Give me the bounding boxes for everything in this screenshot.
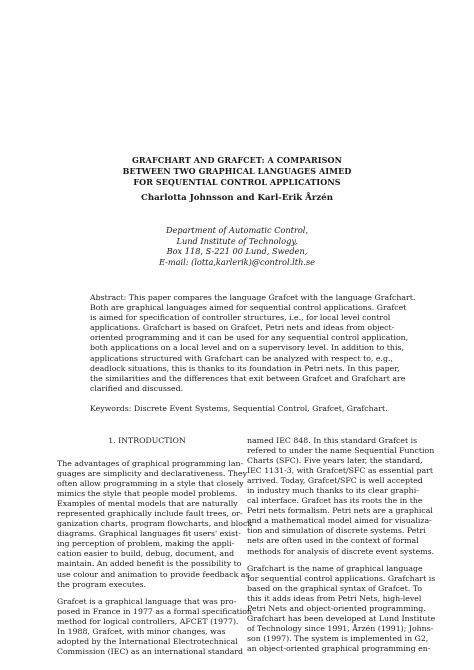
- body-line: Grafcet is a graphical language that was pro-: [57, 596, 237, 606]
- body-line: cal interface. Grafcet has its roots the in the: [247, 496, 423, 506]
- body-line: the program executes.: [57, 579, 147, 589]
- body-line: Petri Nets and object-oriented programming.: [247, 603, 426, 613]
- body-line: adopted by the International Electrotechnical: [57, 636, 238, 646]
- body-line: ing perception of problem, making the appli-: [57, 539, 235, 549]
- affiliation-line: Department of Automatic Control,: [165, 225, 309, 235]
- body-line: often allow programming in a style that closely: [57, 479, 244, 489]
- body-line: mimics the style that people model problems.: [57, 489, 238, 499]
- body-line: and a mathematical model aimed for visualiza-: [247, 516, 432, 526]
- abstract-line: Both are graphical languages aimed for sequential control applications. Grafcet: [90, 303, 407, 313]
- body-line: guages are simplicity and declarativeness. They: [57, 469, 248, 479]
- title-line: GRAFCHART AND GRAFCET: A COMPARISON: [132, 155, 342, 165]
- body-line: son (1997). The system is implemented in G2,: [247, 633, 429, 643]
- body-line: in industry much thanks to its clear graphi-: [247, 486, 419, 496]
- keywords: Keywords: Discrete Event Systems, Sequential Control, Grafcet, Grafchart.: [90, 404, 388, 413]
- body-line: represented graphically include fault trees, or-: [57, 509, 243, 519]
- abstract-line: clarified and discussed.: [90, 383, 184, 393]
- body-line: refered to under the name Sequential Function: [247, 446, 435, 456]
- body-line: Grafchart is the name of graphical language: [247, 563, 423, 573]
- body-line: ganization charts, program flowcharts, and block: [57, 519, 253, 529]
- body-line: posed in France in 1977 as a formal specification: [57, 606, 252, 616]
- body-line: of Technology since 1991, Årzén (1991); Johns-: [247, 623, 434, 633]
- body-line: In 1988, Grafcet, with minor changes, was: [57, 626, 226, 636]
- paragraph-gap: [247, 557, 427, 564]
- body-line: method for logical controllers, AFCET (1977).: [57, 616, 239, 626]
- body-line: named IEC 848. In this standard Grafcet is: [247, 436, 418, 445]
- paragraph-gap: [57, 590, 237, 597]
- body-line: maintain. An added benefit is the possibility to: [57, 559, 242, 569]
- left-column: [57, 459, 253, 657]
- abstract-line: applications structured with Grafchart can be analyzed with respect to, e.g.,: [90, 353, 393, 363]
- section-heading-introduction: 1. INTRODUCTION: [108, 436, 186, 445]
- body-line: Grafchart has been developed at Lund Institute: [247, 613, 436, 623]
- body-line: Commission (IEC) as an international standard: [57, 646, 243, 656]
- affiliation-email: E-mail: (lotta,karlerik)@control.lth.se: [158, 256, 315, 267]
- author-affiliation: [0, 225, 474, 267]
- body-line: based on the graphical syntax of Grafcet. To: [247, 583, 423, 593]
- body-line: Examples of mental models that are naturally: [57, 499, 238, 509]
- abstract-line: the similarities and the differences that exit between Grafcet and Grafchart are: [90, 373, 406, 383]
- title-line: FOR SEQUENTIAL CONTROL APPLICATIONS: [133, 177, 341, 187]
- title-line: BETWEEN TWO GRAPHICAL LANGUAGES AIMED: [122, 166, 352, 176]
- abstract-line: deadlock situations, this is thanks to its foundation in Petri nets. In this paper,: [90, 363, 400, 373]
- body-line: nets are often used in the context of formal: [247, 536, 419, 546]
- abstract: [90, 293, 416, 394]
- body-line: tion and simulation of discrete systems. Petri: [247, 526, 426, 536]
- body-line: this it adds ideas from Petri Nets, high-level: [247, 593, 422, 603]
- body-line: The advantages of graphical programming lan-: [57, 459, 244, 468]
- affiliation-line: Lund Institute of Technology,: [176, 235, 298, 246]
- body-line: methods for analysis of discrete event systems.: [247, 546, 435, 556]
- body-line: arrived. Today, Grafcet/SFC is well accepted: [247, 476, 423, 486]
- paper-title: [0, 155, 474, 188]
- right-column: [247, 436, 436, 654]
- affiliation-line: Box 118, S-221 00 Lund, Sweden,: [166, 246, 308, 257]
- body-line: use colour and animation to provide feedback as: [57, 569, 250, 579]
- body-line: cation easier to build, debug, document, and: [57, 549, 235, 559]
- paper-authors: Charlotta Johnsson and Karl-Erik Årzén: [141, 193, 333, 203]
- abstract-line: Abstract: This paper compares the language Grafcet with the language Grafchart.: [90, 293, 416, 302]
- abstract-line: oriented programming and it can be used for any sequential control application,: [90, 333, 409, 343]
- abstract-line: applications. Grafchart is based on Grafcet, Petri nets and ideas from object-: [90, 323, 395, 333]
- body-line: IEC 1131-3, with Grafcet/SFC as essential part: [247, 466, 433, 476]
- body-line: Charts (SFC). Five years later, the standard,: [247, 456, 423, 466]
- body-line: diagrams. Graphical languages fit users' exist-: [57, 529, 241, 539]
- abstract-line: both applications on a local level and on a supervisory level. In addition to this,: [90, 343, 404, 353]
- body-line: Petri nets formalism. Petri nets are a graphical: [247, 506, 433, 516]
- abstract-line: is aimed for specification of controller structures, i.e., for local level control: [90, 313, 391, 323]
- body-line: for sequential control applications. Grafchart is: [247, 573, 436, 583]
- body-line: an object-oriented graphical programming en-: [247, 643, 431, 653]
